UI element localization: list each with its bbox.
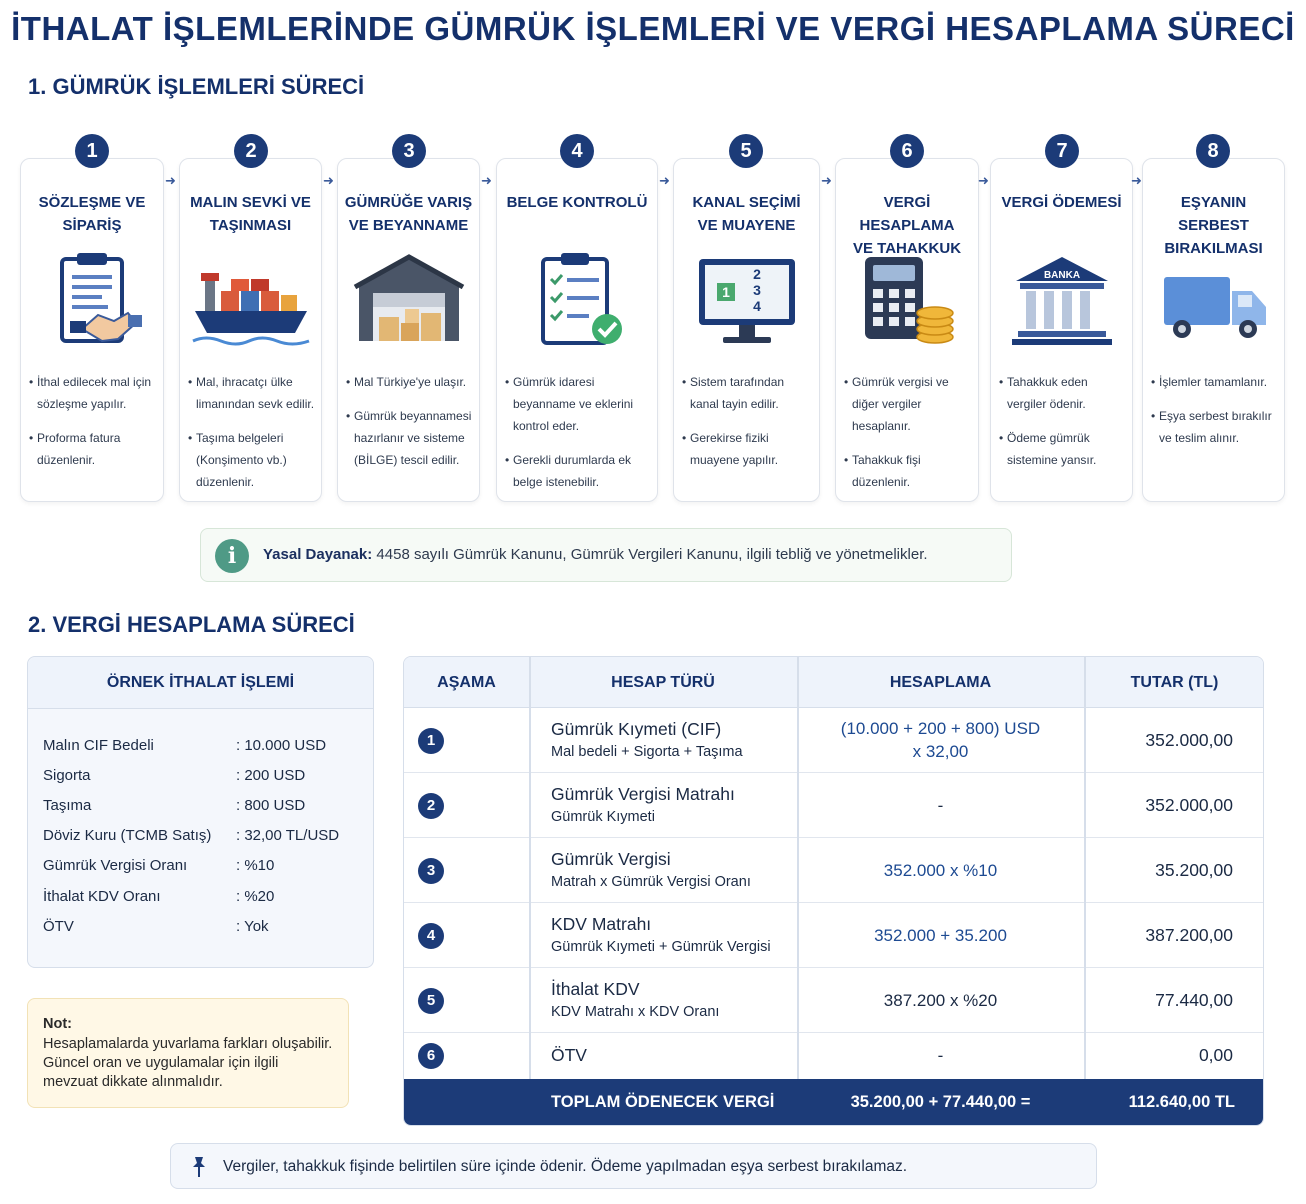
step-bullets [188,371,315,505]
step-title: KANAL SEÇİMİ VE MUAYENE [692,194,801,234]
svg-text:BANKA: BANKA [1043,270,1080,281]
row-calculation: (10.000 + 200 + 800) USD x 32,00 [840,719,1041,761]
row-amount: 0,00 [1198,1045,1233,1065]
section-title-customs: 1. GÜMRÜK İŞLEMLERİ SÜRECİ [28,74,365,99]
footer-note [170,1143,1097,1189]
step-bullet: • İşlemler tamamlanır. [1151,371,1278,393]
arrow-right-icon: ➜ [1131,173,1142,188]
row-amount: 77.440,00 [1155,990,1233,1010]
monitor-channel-icon [687,251,807,351]
table-row [404,1033,1263,1079]
step-number-8: 8 [1196,134,1230,168]
step-number-2: 2 [234,134,268,168]
column-divider [1084,657,1086,1126]
table-row [404,773,1263,838]
step-bullet: • Mal Türkiye'ye ulaşır. [346,371,473,393]
total-amount: 112.640,00 TL [1128,1093,1235,1111]
row-number: 6 [418,1043,444,1069]
step-card-3 [337,158,480,502]
row-amount: 35.200,00 [1155,860,1233,880]
warehouse-icon [349,251,469,351]
row-calculation: 387.200 x %20 [883,991,998,1010]
column-header: AŞAMA [437,674,496,691]
arrow-right-icon: ➜ [821,173,832,188]
arrow-right-icon: ➜ [481,173,492,188]
calculator-coins-icon [847,251,967,351]
step-title: BELGE KONTROLÜ [506,194,648,211]
step-bullets [999,371,1126,483]
step-number-4: 4 [560,134,594,168]
row-subtitle: Matrah x Gümrük Vergisi Oranı [551,874,751,890]
contract-handshake-icon [32,251,152,351]
example-row: Malın CIF Bedeli : 10.000 USD [43,737,327,754]
note-box [27,998,349,1108]
note-text: Hesaplamalarda yuvarlama farkları oluşabilir. Güncel oran ve uygulamalar için ilgili mevzuat dikkate alınmalıdır. [43,1036,333,1090]
step-card-2 [179,158,322,502]
svg-text:4: 4 [752,298,761,314]
step-card-8 [1142,158,1285,502]
arrow-right-icon: ➜ [978,173,989,188]
row-subtitle: Gümrük Kıymeti [551,809,655,825]
svg-text:3: 3 [752,282,761,298]
step-bullet: • Gümrük beyannamesi hazırlanır ve sisteme (BİLGE) tescil edilir. [346,405,473,471]
example-row: Gümrük Vergisi Oranı : %10 [43,857,275,874]
step-number-1: 1 [75,134,109,168]
step-card-6 [835,158,979,502]
total-calculation: 35.200,00 + 77.440,00 = [850,1093,1031,1111]
step-card-7 [990,158,1133,502]
row-number: 5 [418,988,444,1014]
legal-basis-text: Yasal Dayanak: 4458 sayılı Gümrük Kanunu, Gümrük Vergileri Kanunu, ilgili tebliğ ve yönetmelikler. [263,546,928,563]
column-header: HESAP TÜRÜ [611,674,715,691]
example-row: Döviz Kuru (TCMB Satış) : 32,00 TL/USD [43,827,340,844]
table-total-row [404,1079,1263,1125]
row-subtitle: Mal bedeli + Sigorta + Taşıma [551,744,743,760]
row-title: Gümrük Vergisi Matrahı [551,784,735,804]
step-bullet: • Sistem tarafından kanal tayin edilir. [682,371,813,415]
step-number-6: 6 [890,134,924,168]
example-row: ÖTV : Yok [43,918,269,935]
step-number-5: 5 [729,134,763,168]
step-card-5 [673,158,820,502]
row-calculation: 352.000 + 35.200 [874,926,1007,945]
step-bullet: • Tahakkuk eden vergiler ödenir. [999,371,1126,415]
row-calculation: 352.000 x %10 [883,861,998,880]
footer-text: Vergiler, tahakkuk fişinde belirtilen süre içinde ödenir. Ödeme yapılmadan eşya serbest bırakılamaz. [223,1158,908,1175]
row-subtitle: Gümrük Kıymeti + Gümrük Vergisi [551,939,771,955]
customs-steps [20,138,1288,508]
step-bullets [682,371,813,483]
row-calculation: - [937,796,944,815]
column-divider [797,657,799,1126]
example-row: Sigorta : 200 USD [43,767,306,784]
step-number-3: 3 [392,134,426,168]
step-bullet: • Gerekirse fiziki muayene yapılır. [682,427,813,471]
step-bullet: • Eşya serbest bırakılır ve teslim alınır. [1151,405,1278,449]
bank-icon [1002,251,1122,351]
row-subtitle: KDV Matrahı x KDV Oranı [551,1004,720,1020]
step-bullet: • Gerekli durumlarda ek belge istenebilir. [505,449,651,493]
step-title: VERGİ HESAPLAMA VE TAHAKKUK [852,194,962,257]
step-bullets [346,371,473,483]
step-bullet: • Mal, ihracatçı ülke limanından sevk edilir. [188,371,315,415]
step-bullet: • Tahakkuk fişi düzenlenir. [844,449,972,493]
example-row: Taşıma : 800 USD [43,797,306,814]
step-card-1 [20,158,164,502]
step-title: EŞYANIN SERBEST BIRAKILMASI [1164,194,1263,257]
step-title: SÖZLEŞME VE SİPARİŞ [38,194,146,234]
step-bullets [29,371,157,483]
arrow-right-icon: ➜ [165,173,176,188]
row-calculation: - [937,1046,944,1065]
example-title: ÖRNEK İTHALAT İŞLEMİ [28,657,373,709]
column-header: HESAPLAMA [889,674,992,691]
example-import-box [27,656,374,968]
checklist-clipboard-icon [517,251,637,351]
step-title: MALIN SEVKİ VE TAŞINMASI [190,194,311,234]
column-divider [529,657,531,1126]
legal-basis-box [200,528,1012,582]
row-amount: 352.000,00 [1145,730,1233,750]
table-header [404,657,1263,708]
step-bullet: • Gümrük vergisi ve diğer vergiler hesaplanır. [844,371,972,437]
svg-text:2: 2 [752,266,761,282]
step-bullet: • İthal edilecek mal için sözleşme yapılır. [29,371,157,415]
row-title: İthalat KDV [551,979,640,999]
row-number: 2 [418,793,444,819]
arrow-right-icon: ➜ [659,173,670,188]
step-bullets [844,371,972,505]
step-bullets [1151,371,1278,461]
step-title: GÜMRÜĞE VARIŞ VE BEYANNAME [344,194,473,234]
step-bullet: • Proforma fatura düzenlenir. [29,427,157,471]
column-header: TUTAR (TL) [1130,674,1219,691]
info-icon: i [215,539,249,573]
step-card-4 [496,158,658,502]
row-title: Gümrük Kıymeti (CIF) [551,719,722,739]
step-bullet: • Taşıma belgeleri (Konşimento vb.) düzenlenir. [188,427,315,493]
row-number: 3 [418,858,444,884]
arrow-right-icon: ➜ [323,173,334,188]
row-title: Gümrük Vergisi [551,849,671,869]
row-amount: 352.000,00 [1145,795,1233,815]
table-row [404,708,1263,773]
cargo-ship-icon [191,251,311,351]
tax-calculation-table [403,656,1264,1126]
row-number: 4 [418,923,444,949]
step-bullet: • Ödeme gümrük sistemine yansır. [999,427,1126,471]
total-label: TOPLAM ÖDENECEK VERGİ [551,1093,775,1111]
row-number: 1 [418,728,444,754]
table-row [404,903,1263,968]
delivery-truck-icon [1154,251,1274,351]
example-row: İthalat KDV Oranı : %20 [43,888,275,905]
svg-text:1: 1 [721,284,730,300]
page-title: İTHALAT İŞLEMLERİNDE GÜMRÜK İŞLEMLERİ VE VERGİ HESAPLAMA SÜRECİ [11,10,1295,47]
step-bullet: • Gümrük idaresi beyanname ve eklerini kontrol eder. [505,371,651,437]
table-row [404,968,1263,1033]
row-title: ÖTV [551,1045,587,1065]
table-row [404,838,1263,903]
step-title: VERGİ ÖDEMESİ [1001,194,1122,211]
step-bullets [505,371,651,505]
pin-icon [189,1155,209,1179]
row-title: KDV Matrahı [551,914,652,934]
row-amount: 387.200,00 [1145,925,1233,945]
step-number-7: 7 [1045,134,1079,168]
note-label: Not: [43,1016,72,1032]
section-title-tax: 2. VERGİ HESAPLAMA SÜRECİ [28,612,355,637]
